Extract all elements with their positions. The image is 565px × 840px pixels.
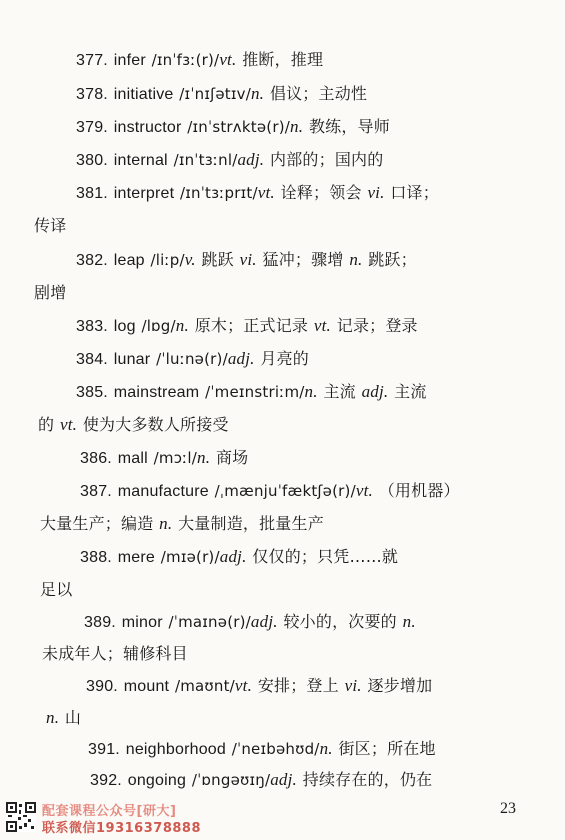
definition: 未成年人；辅修科目 (42, 644, 188, 663)
entry-number: 378. (76, 86, 108, 103)
headword: internal (113, 152, 168, 169)
entry-386 (80, 446, 248, 471)
phonetic: /maʊnt/ (174, 677, 235, 695)
entry-389 (84, 610, 416, 635)
definition: 持续存在的，仍在 (302, 770, 433, 789)
entry-388 (80, 545, 398, 570)
promo-line-contact: 联系微信19316378888 (42, 821, 201, 836)
headword: mount (123, 678, 170, 695)
definition: 教练，导师 (308, 117, 390, 136)
phonetic: /ˈmaɪnə(r)/ (168, 613, 251, 631)
definition: 山 (64, 708, 82, 727)
part-of-speech: vt. (313, 316, 331, 335)
entry-387-continuation (40, 512, 324, 536)
definition: 倡议；主动性 (269, 84, 368, 103)
definition: 口译； (390, 183, 439, 202)
headword: minor (121, 614, 163, 631)
part-of-speech: vt. (59, 415, 78, 434)
definition: 商场 (215, 448, 249, 467)
promo-line-course: 配套课程公众号[研大] (42, 804, 177, 819)
part-of-speech: vt. (355, 481, 373, 500)
phonetic: /ˈneɪbəhʊd/ (231, 740, 320, 758)
part-of-speech: n. (175, 316, 189, 335)
definition: 仅仅的；只凭……就 (252, 547, 399, 566)
part-of-speech: adj. (270, 770, 297, 789)
phonetic: /ɪnˈtɜːprɪt/ (179, 184, 258, 202)
definition: 逐步增加 (367, 676, 433, 695)
headword: manufacture (117, 483, 209, 500)
phonetic: /ˈɒngəʊɪŋ/ (191, 771, 271, 789)
definition: 使为大多数人所接受 (82, 415, 229, 434)
entry-378 (76, 82, 367, 107)
definition: 内部的；国内的 (270, 150, 384, 169)
part-of-speech: n. (290, 117, 304, 136)
entry-383 (76, 314, 418, 339)
headword: mall (117, 450, 148, 467)
part-of-speech: adj. (237, 150, 265, 169)
entry-number: 389. (84, 614, 116, 631)
headword: log (113, 318, 136, 335)
part-of-speech: adj. (219, 547, 247, 566)
entry-number: 382. (76, 252, 108, 269)
entry-number: 387. (80, 483, 112, 500)
part-of-speech: n. (402, 612, 416, 631)
part-of-speech: vt. (234, 676, 253, 695)
part-of-speech: n. (349, 250, 363, 269)
part-of-speech: vt. (257, 183, 275, 202)
definition: （用机器） (378, 481, 460, 500)
definition: 跳跃 (201, 250, 234, 269)
part-of-speech: vt. (219, 50, 237, 69)
entry-387 (80, 479, 460, 504)
entry-number: 386. (80, 450, 112, 467)
entry-number: 388. (80, 549, 112, 566)
part-of-speech: vi. (239, 250, 257, 269)
part-of-speech: n. (250, 84, 265, 103)
definition: 猛冲；骤增 (262, 250, 344, 269)
part-of-speech: adj. (250, 612, 278, 631)
phonetic: /ɪnˈtɜːnl/ (173, 151, 238, 169)
definition: 大量制造，批量生产 (178, 514, 324, 533)
entry-390 (86, 674, 432, 699)
headword: ongoing (127, 772, 187, 789)
entry-number: 377. (76, 52, 108, 69)
definition: 街区；所在地 (338, 739, 436, 758)
definition: 主流 (323, 382, 356, 401)
phonetic: /ɪnˈstrʌktə(r)/ (187, 118, 291, 136)
definition: 原木；正式记录 (194, 316, 309, 335)
entry-381 (76, 181, 439, 206)
phonetic: /liːp/ (150, 251, 185, 269)
entry-382-continuation (34, 281, 66, 305)
page-number: 23 (500, 800, 516, 817)
headword: mere (117, 549, 155, 566)
entry-number: 379. (76, 119, 108, 136)
headword: initiative (113, 86, 174, 103)
definition: 诠释；领会 (280, 183, 362, 202)
entry-390-continuation (46, 706, 81, 730)
entry-number: 385. (76, 384, 108, 401)
definition: 月亮的 (260, 349, 309, 368)
definition: 跳跃； (368, 250, 417, 269)
entry-382 (76, 248, 417, 273)
entry-381-continuation (34, 214, 66, 238)
part-of-speech: n. (319, 739, 333, 758)
part-of-speech: adj. (227, 349, 255, 368)
definition: 较小的，次要的 (283, 612, 397, 631)
entry-389-continuation (42, 642, 188, 666)
entry-number: 381. (76, 185, 108, 202)
entry-385-continuation (38, 413, 229, 437)
definition: 足以 (40, 580, 73, 599)
phonetic: /ˈluːnə(r)/ (156, 350, 228, 368)
part-of-speech: vi. (367, 183, 385, 202)
entry-384 (76, 347, 309, 372)
phonetic: /mɔːl/ (153, 449, 198, 467)
definition: 记录；登录 (336, 316, 418, 335)
phonetic: /ˈmeɪnstriːm/ (205, 383, 305, 401)
headword: leap (113, 252, 145, 269)
definition: 传译 (34, 216, 67, 235)
part-of-speech: n. (46, 708, 60, 727)
headword: neighborhood (125, 741, 226, 758)
entry-392 (90, 768, 432, 793)
entry-number: 380. (76, 152, 108, 169)
phonetic: /ˌmænjuˈfæktʃə(r)/ (214, 482, 356, 500)
definition: 的 (38, 415, 55, 434)
phonetic: /lɒg/ (141, 317, 176, 335)
definition: 安排；登上 (257, 676, 339, 695)
part-of-speech: v. (184, 250, 196, 269)
headword: instructor (113, 119, 182, 136)
headword: mainstream (113, 384, 200, 401)
part-of-speech: n. (197, 448, 211, 467)
part-of-speech: vi. (344, 676, 362, 695)
part-of-speech: adj. (361, 382, 389, 401)
entry-number: 392. (90, 772, 122, 789)
definition: 剧增 (34, 283, 67, 302)
entry-388-continuation (40, 578, 72, 602)
qr-code-icon (6, 802, 36, 832)
headword: interpret (113, 185, 175, 202)
entry-380 (76, 148, 383, 173)
entry-number: 383. (76, 318, 108, 335)
definition: 主流 (394, 382, 427, 401)
entry-379 (76, 115, 390, 140)
definition: 大量生产；编造 (40, 514, 154, 533)
part-of-speech: n. (159, 514, 173, 533)
entry-377 (76, 48, 323, 73)
definition: 推断，推理 (242, 50, 324, 69)
phonetic: /ɪnˈfɜː(r)/ (151, 51, 220, 69)
footer-promo (6, 800, 246, 836)
phonetic: /ɪˈnɪʃətɪv/ (179, 85, 251, 103)
entry-391 (88, 737, 436, 762)
headword: infer (113, 52, 146, 69)
entry-number: 384. (76, 351, 108, 368)
phonetic: /mɪə(r)/ (160, 548, 220, 566)
entry-number: 391. (88, 741, 120, 758)
part-of-speech: n. (304, 382, 318, 401)
entry-385 (76, 380, 427, 405)
entry-number: 390. (86, 678, 118, 695)
headword: lunar (113, 351, 151, 368)
